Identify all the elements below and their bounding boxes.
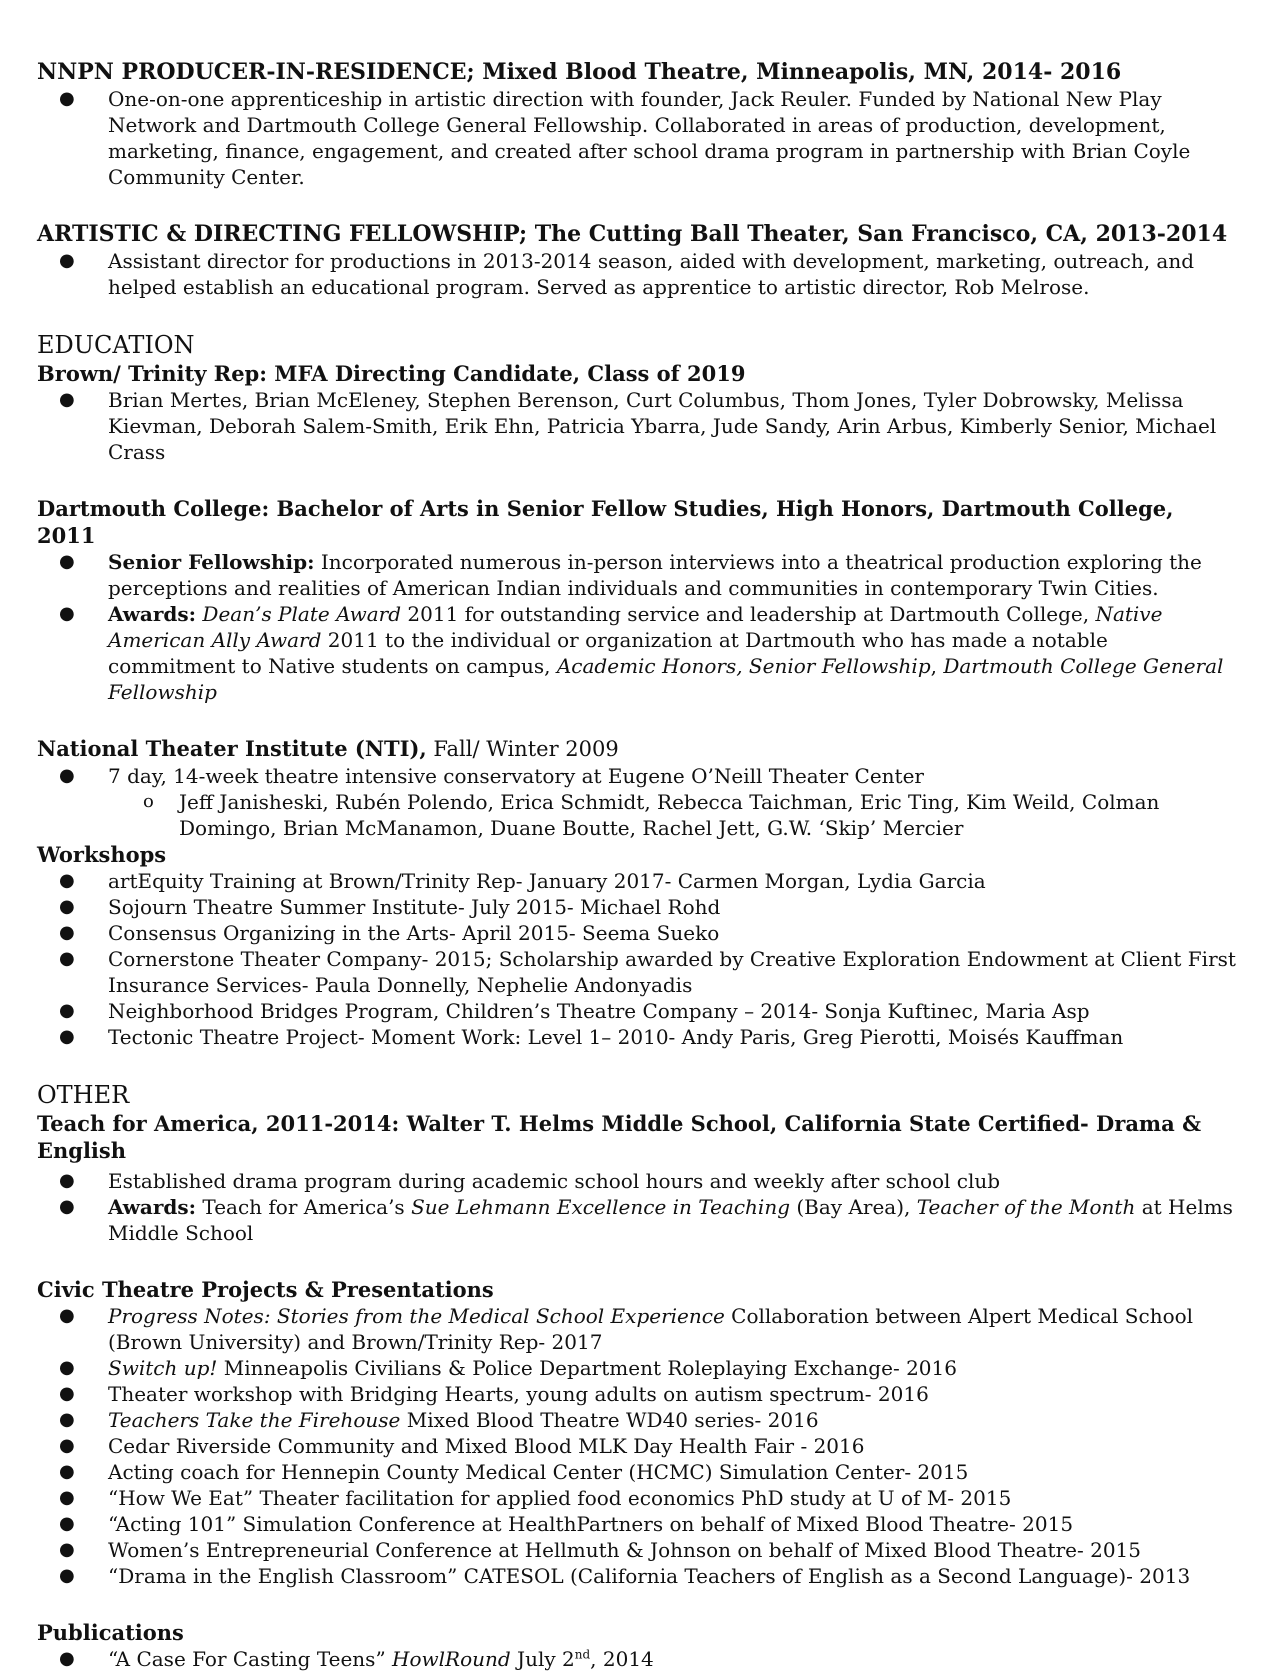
- publication-outlet: HowlRound: [392, 1647, 511, 1671]
- award-general-fellowship: Dartmouth College General Fellowship: [108, 654, 1224, 704]
- civic-item-text: “Drama in the English Classroom” CATESOL (California Teachers of English as a Second Language)- 2013: [108, 1564, 1191, 1588]
- fellowship-label: Senior Fellowship:: [108, 550, 315, 574]
- civic-item-text: Mixed Blood Theatre WD40 series- 2016: [400, 1408, 819, 1432]
- tfa-awards-mid: (Bay Area),: [790, 1195, 917, 1219]
- list-item: [37, 1303, 1237, 1355]
- list-item: [37, 1511, 1237, 1537]
- bullet-icon: ●: [59, 1461, 75, 1482]
- tfa-awards-post: at Helms Middle School: [108, 1195, 1233, 1245]
- list-item: [37, 998, 1237, 1024]
- award-deans-plate-text: 2011 for outstanding service and leadership at Dartmouth College,: [401, 602, 1096, 626]
- bullet-icon: ●: [59, 948, 75, 969]
- list-item: [37, 763, 1237, 789]
- civic-list: [37, 1303, 1237, 1589]
- list-item: [37, 248, 1237, 300]
- award-academic-honors: Academic Honors, Senior Fellowship: [556, 654, 931, 678]
- list-item: [37, 86, 1237, 190]
- nnpn-heading-role: NNPN PRODUCER-IN-RESIDENCE;: [37, 59, 483, 85]
- civic-item-title: Teachers Take the Firehouse: [108, 1408, 401, 1432]
- tfa-heading: Teach for America, 2011-2014: Walter T. Helms Middle School, California State Certified- Drama & English: [37, 1111, 1202, 1163]
- bullet-icon: ●: [59, 603, 75, 624]
- nnpn-bullet: One-on-one apprenticeship in artistic direction with founder, Jack Reuler. Funded by National New Play Network and Dartmouth College General Fellowship. Collaborated in areas of production, development, marketing, finance, engagement, and created after school drama program in partnership with Brian Coyle Community Center.: [108, 87, 1191, 189]
- bullet-icon: ●: [59, 1000, 75, 1021]
- nnpn-list: [37, 86, 1237, 190]
- workshop-item: Neighborhood Bridges Program, Children’s Theatre Company – 2014- Sonja Kuftinec, Maria Asp: [108, 999, 1090, 1023]
- cutting-ball-heading-role: ARTISTIC & DIRECTING FELLOWSHIP;: [37, 221, 535, 247]
- list-item: [37, 1433, 1237, 1459]
- bullet-icon: ●: [59, 896, 75, 917]
- civic-item-text: Minneapolis Civilians & Police Department Roleplaying Exchange- 2016: [217, 1356, 957, 1380]
- bullet-icon: ●: [59, 1648, 75, 1669]
- workshop-item: Sojourn Theatre Summer Institute- July 2015- Michael Rohd: [108, 895, 721, 919]
- bullet-icon: ●: [59, 1513, 75, 1534]
- bullet-icon: ●: [59, 1409, 75, 1430]
- award-sue-lehmann: Sue Lehmann Excellence in Teaching: [411, 1195, 791, 1219]
- list-item: [37, 1194, 1237, 1246]
- bullet-icon: ●: [59, 389, 75, 410]
- civic-item-text: Theater workshop with Bridging Hearts, young adults on autism spectrum- 2016: [108, 1382, 929, 1406]
- list-item: [37, 1168, 1237, 1194]
- civic-item-title: Progress Notes: Stories from the Medical School Experience: [108, 1304, 725, 1328]
- civic-item-text: Women’s Entrepreneurial Conference at Hellmuth & Johnson on behalf of Mixed Blood Theatre- 2015: [108, 1538, 1142, 1562]
- tfa-awards-label: Awards:: [108, 1195, 197, 1219]
- list-item: [37, 894, 1237, 920]
- cutting-ball-heading-rest: The Cutting Ball Theater, San Francisco, CA, 2013-2014: [534, 221, 1228, 247]
- publication-date: July 2: [510, 1647, 575, 1671]
- bullet-icon: ●: [59, 1565, 75, 1586]
- list-item: [37, 549, 1237, 601]
- fellowship-text: Incorporated numerous in-person interviews into a theatrical production exploring the perceptions and realities of American Indian individuals and communities in contemporary Twin Cities.: [108, 550, 1202, 600]
- award-native-ally-text: 2011 to the individual or organization at Dartmouth who has made a notable commitment to Native students on campus,: [108, 628, 1108, 678]
- bullet-icon: ●: [59, 88, 75, 109]
- workshop-item: artEquity Training at Brown/Trinity Rep- January 2017- Carmen Morgan, Lydia Garcia: [108, 869, 986, 893]
- other-section-title: OTHER: [37, 1081, 130, 1109]
- bullet-icon: ●: [59, 1383, 75, 1404]
- civic-item-text: “Acting 101” Simulation Conference at HealthPartners on behalf of Mixed Blood Theatre- 2015: [108, 1512, 1074, 1536]
- list-item: [37, 789, 1237, 841]
- civic-item-text: Acting coach for Hennepin County Medical Center (HCMC) Simulation Center- 2015: [108, 1460, 969, 1484]
- dartmouth-list: [37, 549, 1237, 705]
- publication-title: “A Case For Casting Teens”: [108, 1647, 393, 1671]
- list-item: [37, 1355, 1237, 1381]
- bullet-icon: ●: [59, 250, 75, 271]
- award-separator: ,: [930, 654, 944, 678]
- list-item: [37, 920, 1237, 946]
- cutting-ball-bullet: Assistant director for productions in 2013-2014 season, aided with development, marketing, outreach, and helped establish an educational program. Served as apprentice to artistic director, Rob Melrose.: [108, 249, 1195, 299]
- list-item: [37, 601, 1237, 705]
- workshop-item: Cornerstone Theater Company- 2015; Scholarship awarded by Creative Exploration Endowment at Client First Insurance Services- Paula Donnelly, Nephelie Andonyadis: [108, 947, 1236, 997]
- nti-bullet: 7 day, 14-week theatre intensive conservatory at Eugene O’Neill Theater Center: [108, 764, 924, 788]
- resume-page: [37, 58, 1237, 1672]
- list-item: [37, 868, 1237, 894]
- list-item: [37, 387, 1237, 465]
- nti-heading-bold: National Theater Institute (NTI),: [37, 736, 427, 761]
- bullet-icon: ●: [59, 870, 75, 891]
- workshop-item: Tectonic Theatre Project- Moment Work: Level 1– 2010- Andy Paris, Greg Pierotti, Moisés Kauffman: [108, 1025, 1124, 1049]
- workshops-heading: Workshops: [37, 842, 167, 867]
- civic-item-text: “How We Eat” Theater facilitation for applied food economics PhD study at U of M- 2015: [108, 1486, 1012, 1510]
- list-item: [37, 1024, 1237, 1050]
- nti-list: [37, 763, 1237, 841]
- tfa-awards-pre: Teach for America’s: [196, 1195, 412, 1219]
- cutting-ball-list: [37, 248, 1237, 300]
- publication-date-suffix: nd: [574, 1647, 591, 1662]
- publication-year: , 2014: [590, 1647, 654, 1671]
- workshops-list: [37, 868, 1237, 1050]
- list-item: [37, 946, 1237, 998]
- list-item: [37, 1485, 1237, 1511]
- dartmouth-heading: Dartmouth College: Bachelor of Arts in Senior Fellow Studies, High Honors, Dartmouth College, 2011: [37, 496, 1174, 548]
- bullet-icon: ●: [59, 1487, 75, 1508]
- bullet-icon: ●: [59, 1170, 75, 1191]
- bullet-icon: ●: [59, 922, 75, 943]
- awards-label: Awards:: [108, 602, 197, 626]
- civic-item-text: Collaboration between Alpert Medical School (Brown University) and Brown/Trinity Rep- 2017: [108, 1304, 1194, 1354]
- cutting-ball-heading: [37, 220, 1237, 248]
- list-item: [37, 1537, 1237, 1563]
- nti-heading: [37, 735, 1237, 763]
- list-item: [37, 1459, 1237, 1485]
- bullet-icon: ●: [59, 765, 75, 786]
- nti-heading-rest: Fall/ Winter 2009: [426, 737, 619, 761]
- tfa-list: [37, 1168, 1237, 1246]
- list-item: [37, 1563, 1237, 1589]
- award-deans-plate: Dean’s Plate Award: [202, 602, 402, 626]
- list-item: [37, 1381, 1237, 1407]
- bullet-icon: ●: [59, 1196, 75, 1217]
- award-native-ally: Native American Ally Award: [108, 602, 1163, 652]
- bullet-icon: ●: [59, 1357, 75, 1378]
- brown-faculty: Brian Mertes, Brian McEleney, Stephen Berenson, Curt Columbus, Thom Jones, Tyler Dobrowsky, Melissa Kievman, Deborah Salem-Smith, Erik Ehn, Patricia Ybarra, Jude Sandy, Arin Arbus, Kimberly Senior, Michael Crass: [108, 388, 1217, 464]
- brown-heading: Brown/ Trinity Rep: MFA Directing Candidate, Class of 2019: [37, 361, 746, 386]
- bullet-icon: ●: [59, 1539, 75, 1560]
- nnpn-heading-rest: Mixed Blood Theatre, Minneapolis, MN, 2014- 2016: [482, 59, 1122, 85]
- brown-list: [37, 387, 1237, 465]
- bullet-icon: ●: [59, 551, 75, 572]
- civic-item-text: Cedar Riverside Community and Mixed Blood MLK Day Health Fair - 2016: [108, 1434, 865, 1458]
- award-teacher-of-month: Teacher of the Month: [916, 1195, 1136, 1219]
- bullet-icon: ●: [59, 1305, 75, 1326]
- workshop-item: Consensus Organizing in the Arts- April 2015- Seema Sueko: [108, 921, 720, 945]
- education-section-title: EDUCATION: [37, 331, 195, 359]
- civic-item-title: Switch up!: [108, 1356, 218, 1380]
- tfa-bullet: Established drama program during academic school hours and weekly after school club: [108, 1169, 1001, 1193]
- list-item: [37, 1407, 1237, 1433]
- sub-bullet-icon: o: [143, 791, 154, 812]
- civic-heading: Civic Theatre Projects & Presentations: [37, 1277, 494, 1302]
- bullet-icon: ●: [59, 1435, 75, 1456]
- publications-heading: Publications: [37, 1620, 184, 1645]
- nti-faculty: Jeff Janisheski, Rubén Polendo, Erica Schmidt, Rebecca Taichman, Eric Ting, Kim Weild, Colman Domingo, Brian McManamon, Duane Boutte, Rachel Jett, G.W. ‘Skip’ Mercier: [179, 790, 1160, 840]
- bullet-icon: ●: [59, 1026, 75, 1047]
- nnpn-heading: [37, 58, 1237, 86]
